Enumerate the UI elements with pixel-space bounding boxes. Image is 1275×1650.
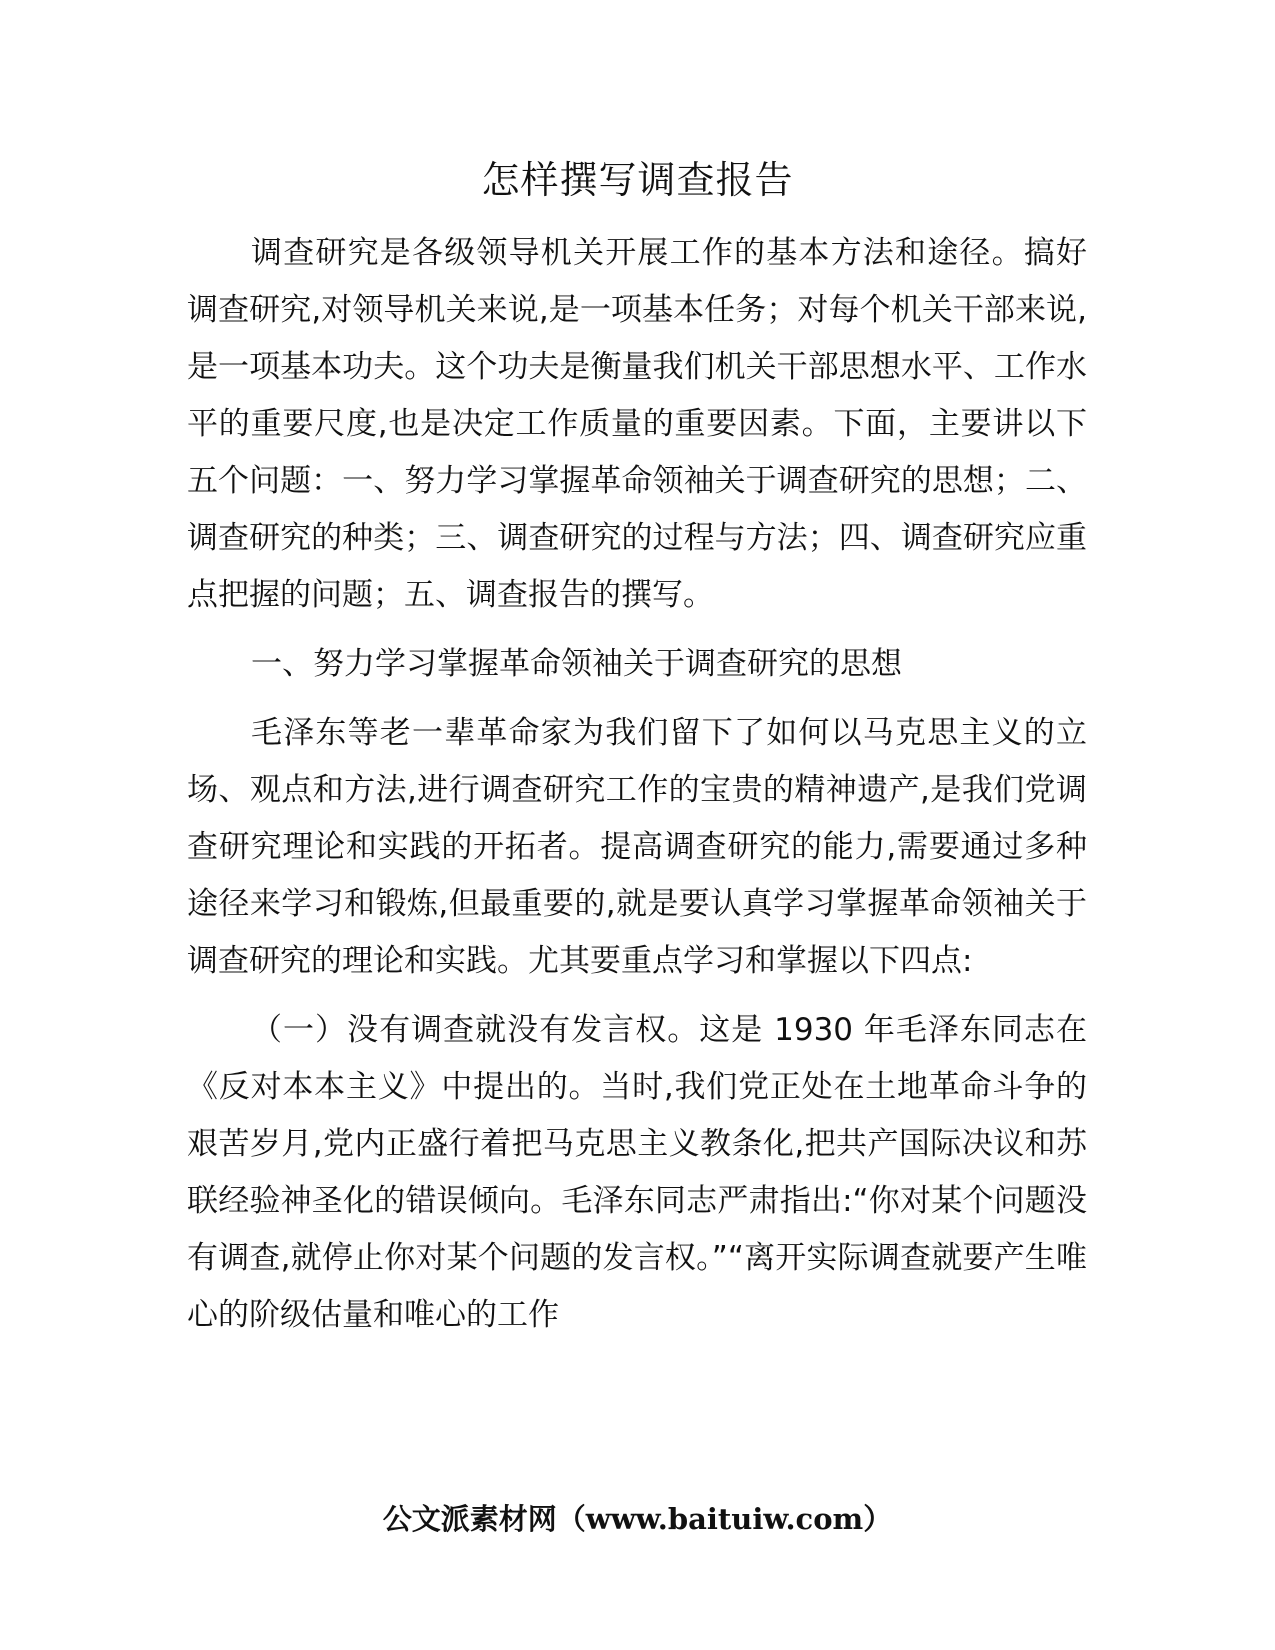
document-title: 怎样撰写调查报告 xyxy=(481,158,794,202)
footer-watermark: 公文派素材网（www.baituiw.com） xyxy=(382,1502,893,1536)
document-body xyxy=(187,225,1087,1344)
paragraph-point-1: （一）没有调查就没有发言权。这是 1930 年毛泽东同志在《反对本本主义》中提出的。当时,我们党正处在土地革命斗争的艰苦岁月,党内正盛行着把马克思主义教条化,把共产国际决议和苏联经验神圣化的错误倾向。毛泽东同志严肃指出:“你对某个问题没有调查,就停止你对某个问题的发言权。”“离开实际调查就要产生唯心的阶级估量和唯心的工作 xyxy=(187,1012,1087,1333)
paragraph-intro: 调查研究是各级领导机关开展工作的基本方法和途径。搞好调查研究,对领导机关来说,是一项基本任务；对每个机关干部来说,是一项基本功夫。这个功夫是衡量我们机关干部思想水平、工作水平的重要尺度,也是决定工作质量的重要因素。下面，主要讲以下五个问题：一、努力学习掌握革命领袖关于调查研究的思想；二、调查研究的种类；三、调查研究的过程与方法；四、调查研究应重点把握的问题；五、调查报告的撰写。 xyxy=(187,235,1087,613)
paragraph-section-1: 毛泽东等老一辈革命家为我们留下了如何以马克思主义的立场、观点和方法,进行调查研究工作的宝贵的精神遗产,是我们党调查研究理论和实践的开拓者。提高调查研究的能力,需要通过多种途径来学习和锻炼,但最重要的,就是要认真学习掌握革命领袖关于调查研究的理论和实践。尤其要重点学习和掌握以下四点: xyxy=(187,715,1087,979)
section-heading-1: 一、努力学习掌握革命领袖关于调查研究的思想 xyxy=(251,646,902,682)
